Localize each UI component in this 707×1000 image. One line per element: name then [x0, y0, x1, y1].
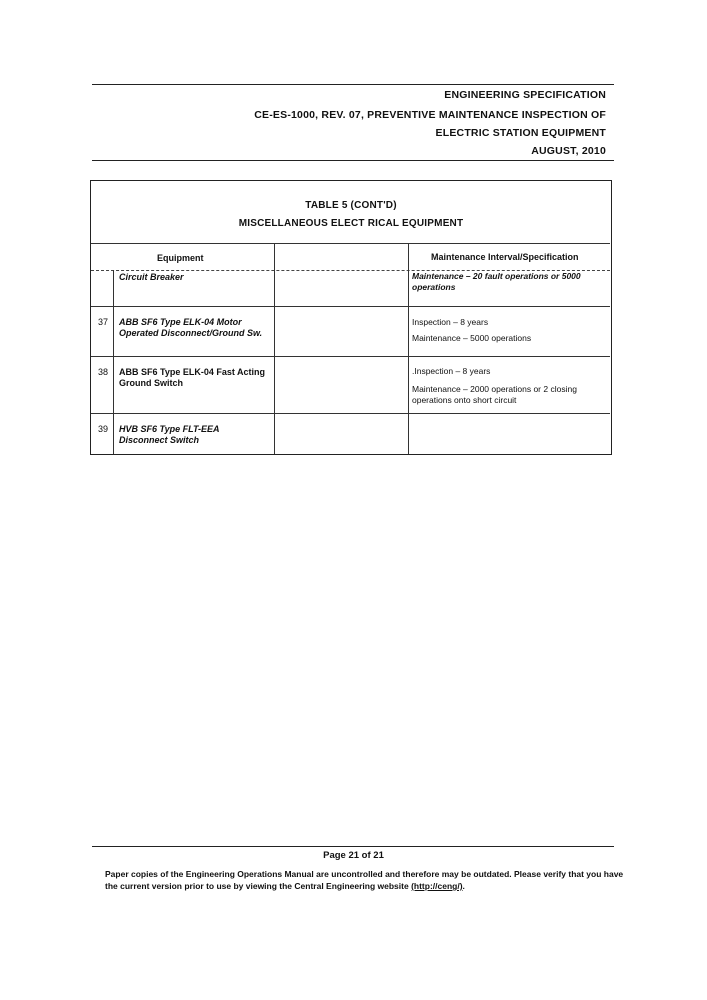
row-38-top-line	[91, 356, 610, 357]
row-37-spec-maintenance: Maintenance – 5000 operations	[412, 333, 532, 343]
disclaimer-text: Paper copies of the Engineering Operations Manual are uncontrolled and therefore may be outdated. Please verify that you have the current version prior to use by viewing the Central Engineering website	[105, 869, 624, 891]
row-circuit-breaker-spec: Maintenance – 20 fault operations or 5000 operations	[412, 271, 581, 292]
footer-disclaimer	[105, 868, 625, 892]
row-37-number: 37	[97, 317, 108, 327]
row-37-spec-inspection: Inspection – 8 years	[412, 317, 489, 327]
row-38-spec-maintenance: Maintenance – 2000 operations or 2 closing operations onto short circuit	[412, 384, 577, 405]
row-39-number: 39	[97, 424, 108, 434]
row-38-equipment: ABB SF6 Type ELK-04 Fast Acting Ground Switch	[119, 367, 266, 388]
table-5-box	[90, 180, 612, 455]
header-top-rule	[92, 84, 614, 85]
number-column-line	[113, 270, 114, 454]
footer-rule	[92, 846, 614, 847]
col-header-interval: Maintenance Interval/Specification	[431, 252, 579, 262]
header-spec-title: ENGINEERING SPECIFICATION	[444, 89, 606, 101]
header-spec-subject: ELECTRIC STATION EQUIPMENT	[435, 127, 606, 139]
spec-column-left-line	[408, 243, 409, 454]
table-title: TABLE 5 (CONT'D)	[305, 200, 397, 211]
middle-column-left-line	[274, 243, 275, 454]
row-circuit-breaker-equipment: Circuit Breaker	[119, 272, 184, 282]
disclaimer-end: .	[462, 881, 465, 891]
row-38-spec-inspection: .Inspection – 8 years	[412, 366, 491, 376]
page-number: Page 21 of 21	[323, 850, 384, 861]
row-38-number: 38	[97, 367, 108, 377]
header-row-top-line	[91, 243, 610, 244]
row-37-top-line	[91, 306, 610, 307]
col-header-equipment: Equipment	[157, 253, 204, 263]
row-39-top-line	[91, 413, 610, 414]
row-37-equipment: ABB SF6 Type ELK-04 Motor Operated Disconnect/Ground Sw.	[119, 317, 263, 338]
central-engineering-link[interactable]: (http://ceng/)	[411, 881, 463, 891]
header-spec-number: CE-ES-1000, REV. 07, PREVENTIVE MAINTENANCE INSPECTION OF	[254, 109, 606, 121]
row-39-equipment: HVB SF6 Type FLT-EEA Disconnect Switch	[119, 424, 220, 445]
table-subtitle: MISCELLANEOUS ELECT RICAL EQUIPMENT	[238, 218, 464, 229]
header-date: AUGUST, 2010	[531, 145, 606, 157]
header-bottom-rule	[92, 160, 614, 161]
